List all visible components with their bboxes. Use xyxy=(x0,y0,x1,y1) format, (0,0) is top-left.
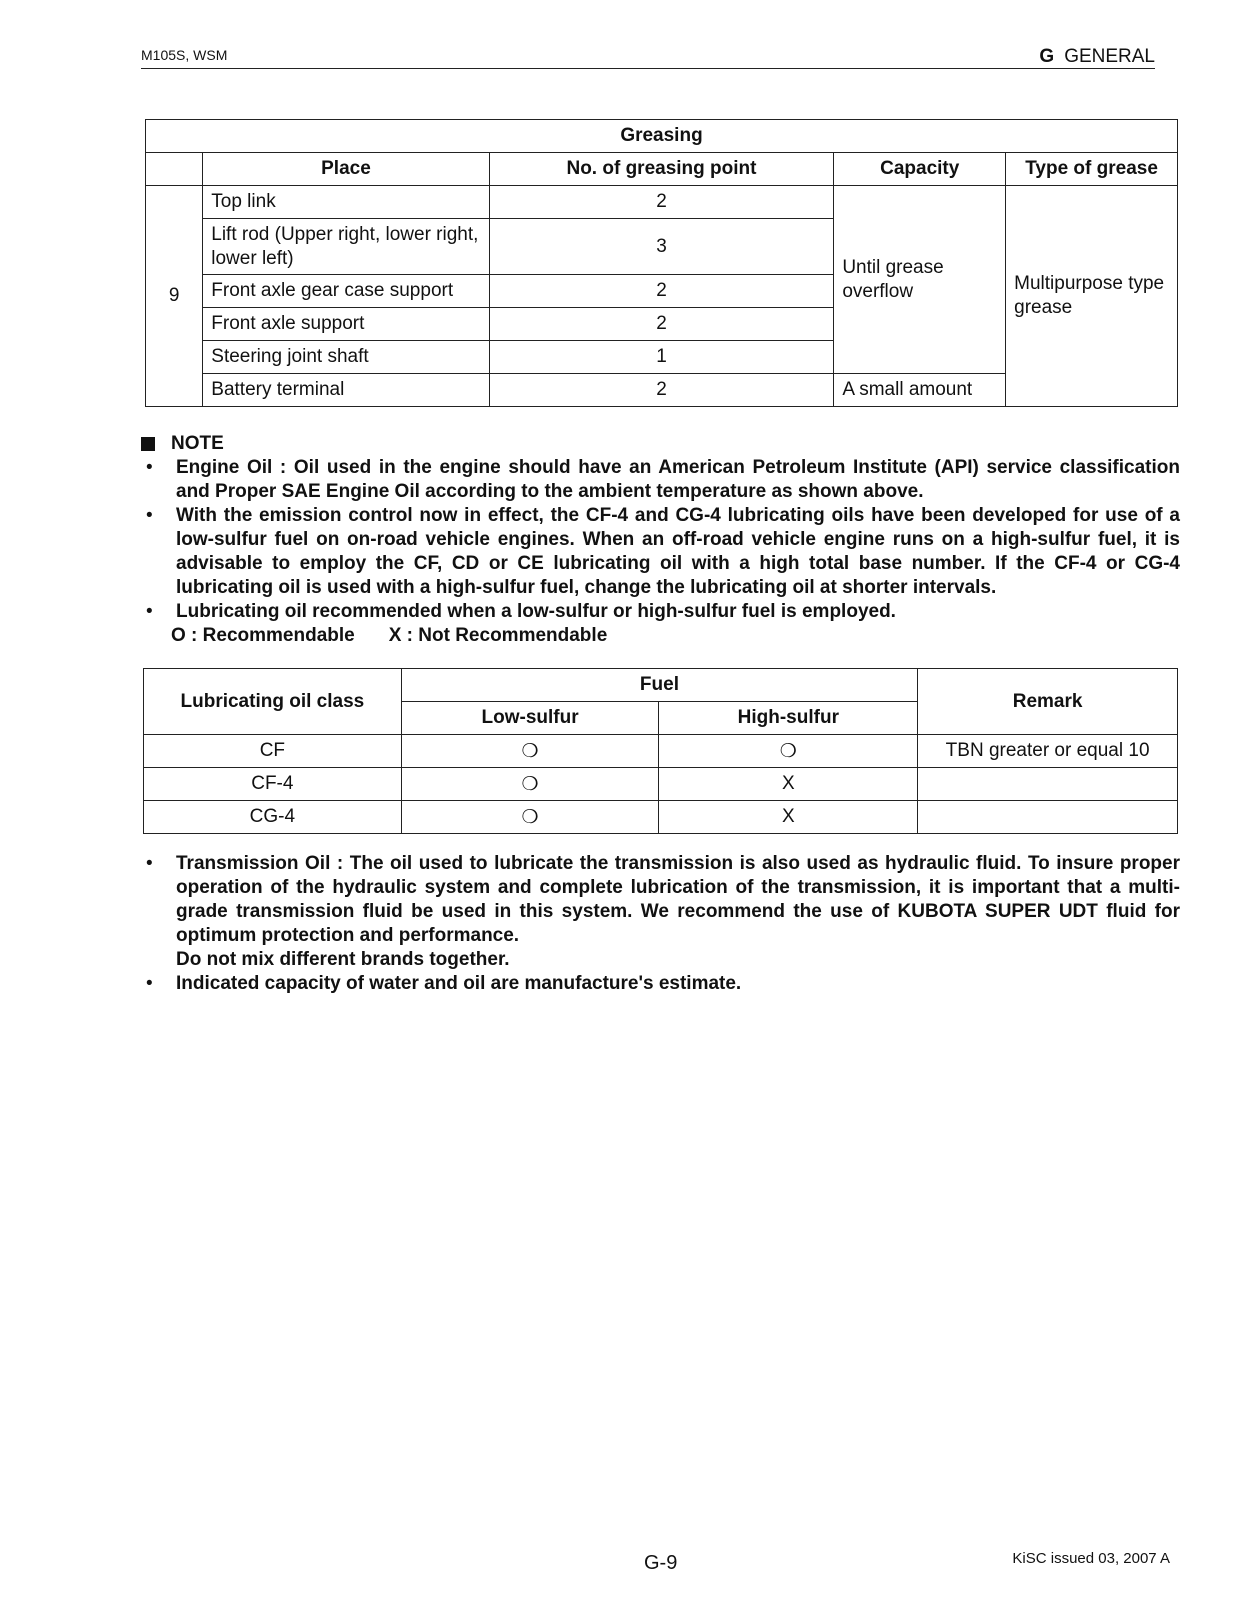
note-bullet xyxy=(141,504,1180,600)
legend-line xyxy=(141,624,1180,648)
col-grease-type: Type of grease xyxy=(1006,153,1178,186)
bullet-text-block xyxy=(176,852,1180,972)
bullet-dot-icon: • xyxy=(146,505,153,526)
low-sulfur-cell: ❍ xyxy=(401,735,659,768)
place-cell: Battery terminal xyxy=(203,374,489,407)
remark-cell: TBN greater or equal 10 xyxy=(918,735,1178,768)
note-bullet xyxy=(141,972,1180,996)
note-heading xyxy=(141,432,1180,456)
col-points: No. of greasing point xyxy=(489,153,834,186)
bullet-dot-icon: • xyxy=(146,601,153,622)
table-row xyxy=(144,735,1178,768)
high-sulfur-cell: X xyxy=(659,768,918,801)
table-row xyxy=(144,768,1178,801)
oil-class-cell: CG-4 xyxy=(144,801,402,834)
points-cell: 2 xyxy=(489,374,834,407)
remark-cell xyxy=(918,801,1178,834)
note-section-2 xyxy=(141,852,1180,996)
note-bullet xyxy=(141,456,1180,504)
points-cell: 1 xyxy=(489,341,834,374)
oil-class-cell: CF-4 xyxy=(144,768,402,801)
col-remark: Remark xyxy=(918,669,1178,735)
bullet-text: With the emission control now in effect, the CF-4 and CG-4 lubricating oils have been developed for use of a low-sulfur fuel on on-road vehicle engines. When an off-road vehicle engine runs on a high-sulfur fuel, it is advisable to employ the CF, CD or CE lubricating oil with a high total base number. If the CF-4 or CG-4 lubricating oil is used with a high-sulfur fuel, change the lubricating oil at shorter intervals. xyxy=(176,505,1180,598)
greasing-title: Greasing xyxy=(146,120,1178,153)
square-bullet-icon xyxy=(141,437,155,451)
capacity-cell: Until grease overflow xyxy=(834,186,1006,374)
points-cell: 2 xyxy=(489,186,834,219)
bullet-text: Engine Oil : Oil used in the engine should have an American Petroleum Institute (API) service classification and Proper SAE Engine Oil according to the ambient temperature as shown above. xyxy=(176,457,1180,502)
bullet-dot-icon: • xyxy=(146,973,153,994)
table-row xyxy=(146,186,1178,219)
item-number: 9 xyxy=(146,186,203,407)
points-cell: 3 xyxy=(489,219,834,275)
points-cell: 2 xyxy=(489,275,834,308)
remark-cell xyxy=(918,768,1178,801)
issue-info: KiSC issued 03, 2007 A xyxy=(1012,1550,1170,1567)
bullet-dot-icon: • xyxy=(146,853,153,874)
capacity-cell: A small amount xyxy=(834,374,1006,407)
low-sulfur-cell: ❍ xyxy=(401,801,659,834)
col-high-sulfur: High-sulfur xyxy=(659,702,918,735)
note-section xyxy=(141,432,1180,648)
legend-recommendable: O : Recommendable xyxy=(171,625,355,646)
col-oil-class: Lubricating oil class xyxy=(144,669,402,735)
bullet-text: Lubricating oil recommended when a low-sulfur or high-sulfur fuel is employed. xyxy=(176,601,896,622)
bullet-text: Indicated capacity of water and oil are manufacture's estimate. xyxy=(176,973,742,994)
lubricating-oil-table xyxy=(143,668,1178,834)
greasing-table xyxy=(145,119,1178,407)
place-cell: Top link xyxy=(203,186,489,219)
col-place: Place xyxy=(203,153,489,186)
note-bullet xyxy=(141,852,1180,972)
grease-type-cell: Multipurpose type grease xyxy=(1006,186,1178,407)
section-title: GENERAL xyxy=(1064,46,1155,67)
col-fuel: Fuel xyxy=(401,669,917,702)
place-cell: Steering joint shaft xyxy=(203,341,489,374)
oil-class-cell: CF xyxy=(144,735,402,768)
bullet-dot-icon: • xyxy=(146,457,153,478)
empty-header-cell xyxy=(146,153,203,186)
doc-id: M105S, WSM xyxy=(141,47,228,63)
transmission-text: Transmission Oil : The oil used to lubricate the transmission is also used as hydraulic fluid. To insure proper operation of the hydraulic system and complete lubrication of the transmission, it is important that a multi-grade transmission fluid be used in this system. We recommend the use of KUBOTA SUPER UDT fluid for optimum protection and performance. xyxy=(176,853,1180,946)
place-cell: Lift rod (Upper right, lower right, lower left) xyxy=(203,219,489,275)
page-number: G-9 xyxy=(644,1552,678,1574)
col-low-sulfur: Low-sulfur xyxy=(401,702,659,735)
note-title: NOTE xyxy=(171,433,224,454)
section-letter: G xyxy=(1039,46,1055,67)
legend-not-recommendable: X : Not Recommendable xyxy=(388,625,608,646)
col-capacity: Capacity xyxy=(834,153,1006,186)
note-bullet xyxy=(141,600,1180,624)
place-cell: Front axle gear case support xyxy=(203,275,489,308)
header-divider xyxy=(141,68,1155,69)
section-heading xyxy=(1039,46,1155,68)
high-sulfur-cell: ❍ xyxy=(659,735,918,768)
place-cell: Front axle support xyxy=(203,308,489,341)
high-sulfur-cell: X xyxy=(659,801,918,834)
table-row xyxy=(144,801,1178,834)
no-mix-text: Do not mix different brands together. xyxy=(176,949,510,970)
points-cell: 2 xyxy=(489,308,834,341)
low-sulfur-cell: ❍ xyxy=(401,768,659,801)
